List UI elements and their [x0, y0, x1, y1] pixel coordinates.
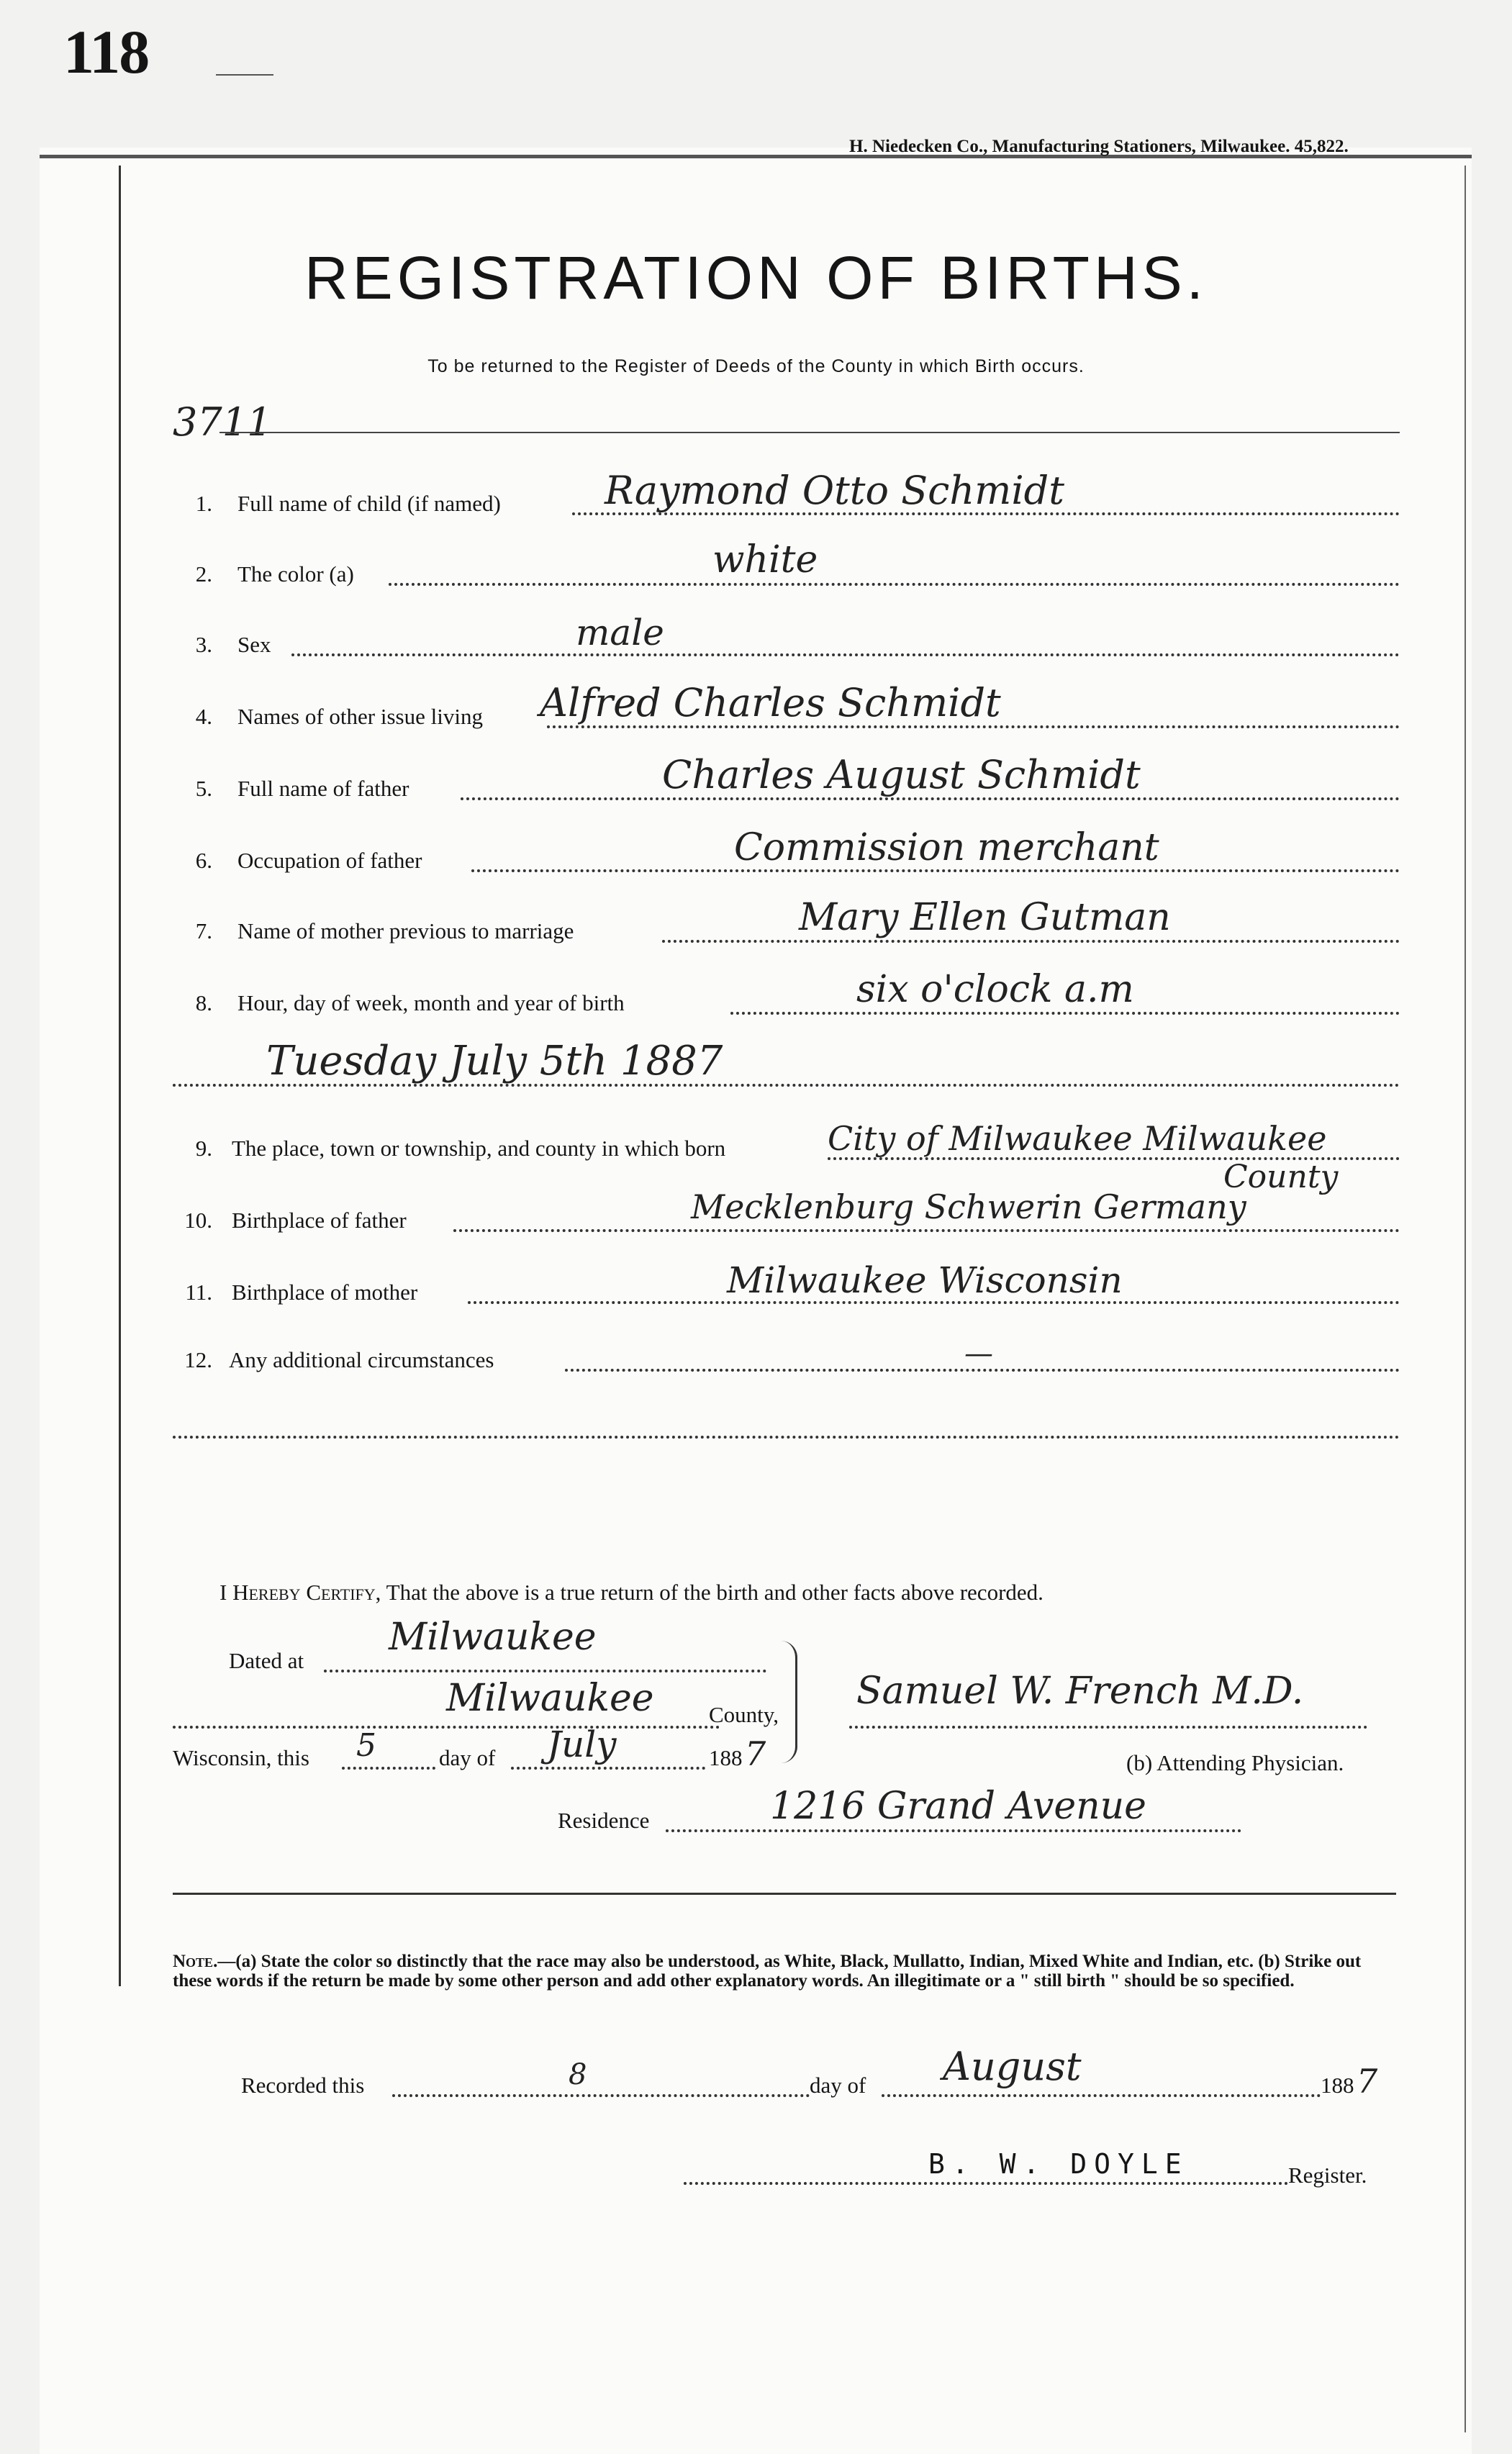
- field-label: The place, town or township, and county in which born: [232, 1136, 726, 1161]
- note-lead: Note.: [173, 1952, 218, 1971]
- field-number: 4.: [195, 704, 212, 729]
- certify-lead: I Hereby Certify,: [219, 1580, 381, 1605]
- month-dotline: [511, 1767, 705, 1770]
- residence-dotline: [666, 1829, 1241, 1832]
- field-label: Sex: [237, 632, 271, 657]
- child-name-value: Raymond Otto Schmidt: [605, 468, 1064, 513]
- form-title: REGISTRATION OF BIRTHS.: [304, 244, 1208, 312]
- page-number: 118: [63, 17, 149, 86]
- month-value: July: [547, 1724, 617, 1765]
- field-number: 5.: [195, 776, 212, 801]
- field-label: Names of other issue living: [237, 704, 483, 729]
- mother-maiden-name-value: Mary Ellen Gutman: [799, 896, 1171, 939]
- residence-label: Residence: [558, 1808, 650, 1833]
- dated-at-value: Milwaukee: [389, 1616, 597, 1659]
- field-label: Full name of child (if named): [237, 491, 501, 516]
- field-dotline: [468, 1301, 1400, 1304]
- field-number: 3.: [195, 632, 212, 657]
- note-text: —(a) State the color so distinctly that the race may also be understood, as White, Black, Mullatto, Indian, Mixed White and Indian, etc. (b) Strike out these words if the return be made by some other person and add other explanatory words. An illegitimate or a " still birth " should be so specified.: [173, 1952, 1362, 1991]
- field-dotline: [730, 1012, 1400, 1015]
- certify-statement: [219, 1580, 1044, 1606]
- register-signature-stamp: B. W. DOYLE: [928, 2148, 1189, 2180]
- birth-date-value: Tuesday July 5th 1887: [266, 1038, 723, 1085]
- certify-text: That the above is a true return of the birth and other facts above recorded.: [386, 1580, 1044, 1605]
- field-dotline: [461, 797, 1400, 800]
- dated-at-dotline: [324, 1670, 766, 1672]
- recorded-label: Recorded this: [241, 2073, 365, 2098]
- day-of-label: day of: [439, 1745, 496, 1770]
- record-number: 3711: [173, 399, 272, 445]
- physician-value: Samuel W. French M.D.: [856, 1670, 1304, 1713]
- field-label: Hour, day of week, month and year of birth: [237, 990, 625, 1015]
- field-label: Name of mother previous to marriage: [237, 918, 574, 943]
- page-number-underline: [216, 74, 273, 76]
- birthplace-county-value: County: [1223, 1159, 1339, 1195]
- sex-value: male: [576, 612, 664, 653]
- field-label: Full name of father: [237, 776, 409, 801]
- bracket: [781, 1641, 797, 1763]
- father-name-value: Charles August Schmidt: [662, 752, 1141, 797]
- year-label: 188: [709, 1745, 743, 1770]
- residence-value: 1216 Grand Avenue: [770, 1785, 1146, 1828]
- father-birthplace-value: Mecklenburg Schwerin Germany: [691, 1187, 1246, 1226]
- field-dotline: [173, 1436, 1400, 1439]
- field-number: 2.: [195, 561, 212, 587]
- register-label: Register.: [1288, 2163, 1367, 2188]
- wisconsin-label: Wisconsin, this: [173, 1745, 309, 1770]
- field-label: Birthplace of father: [232, 1208, 407, 1233]
- printer-imprint: H. Niedecken Co., Manufacturing Stationers, Milwaukee. 45,822.: [849, 137, 1349, 156]
- field-number: 12.: [184, 1347, 212, 1372]
- field-dotline: [453, 1229, 1400, 1232]
- county-value: Milwaukee: [446, 1677, 654, 1720]
- field-dotline: [389, 583, 1400, 586]
- register-dotline: [684, 2182, 1288, 2185]
- other-issue-value: Alfred Charles Schmidt: [540, 680, 1001, 725]
- field-number: 7.: [195, 918, 212, 943]
- field-number: 11.: [185, 1280, 212, 1305]
- explanatory-note: [173, 1952, 1389, 1991]
- recorded-day-of-label: day of: [810, 2073, 866, 2098]
- physician-dotline: [849, 1726, 1367, 1729]
- color-value: white: [712, 538, 818, 581]
- field-dotline: [662, 940, 1400, 943]
- recorded-day-dotline: [392, 2094, 810, 2097]
- county-label: County,: [709, 1702, 779, 1727]
- field-dotline: [291, 653, 1400, 656]
- field-number: 1.: [195, 491, 212, 516]
- birthplace-value: City of Milwaukee Milwaukee: [828, 1119, 1327, 1158]
- year-value: 7: [745, 1734, 766, 1773]
- field-number: 9.: [195, 1136, 212, 1161]
- field-number: 10.: [184, 1208, 212, 1233]
- right-margin-line: [1465, 166, 1466, 2432]
- day-dotline: [342, 1767, 435, 1770]
- recorded-year-value: 7: [1357, 2062, 1378, 2101]
- day-value: 5: [356, 1727, 376, 1764]
- additional-circumstances-value: —: [964, 1337, 993, 1370]
- left-margin-line: [119, 166, 121, 1986]
- field-label: The color (a): [237, 561, 354, 587]
- field-number: 8.: [195, 990, 212, 1015]
- dated-at-label: Dated at: [229, 1648, 304, 1673]
- field-number: 6.: [195, 848, 212, 873]
- mother-birthplace-value: Milwaukee Wisconsin: [727, 1259, 1123, 1301]
- recorded-day-value: 8: [569, 2058, 587, 2091]
- field-dotline: [471, 869, 1400, 872]
- section-rule: [173, 1893, 1396, 1895]
- field-dotline: [547, 725, 1400, 728]
- recorded-month-value: August: [943, 2044, 1082, 2089]
- field-label: Birthplace of mother: [232, 1280, 418, 1305]
- form-subtitle: To be returned to the Register of Deeds of the County in which Birth occurs.: [427, 356, 1085, 376]
- recorded-year-label: 188: [1321, 2073, 1354, 2098]
- record-number-rule: [219, 432, 1400, 433]
- physician-label: (b) Attending Physician.: [1126, 1750, 1344, 1775]
- father-occupation-value: Commission merchant: [734, 826, 1159, 869]
- field-label: Any additional circumstances: [229, 1347, 494, 1372]
- birth-hour-value: six o'clock a.m: [856, 968, 1134, 1011]
- recorded-month-dotline: [882, 2094, 1321, 2097]
- field-label: Occupation of father: [237, 848, 422, 873]
- county-dotline: [173, 1726, 720, 1729]
